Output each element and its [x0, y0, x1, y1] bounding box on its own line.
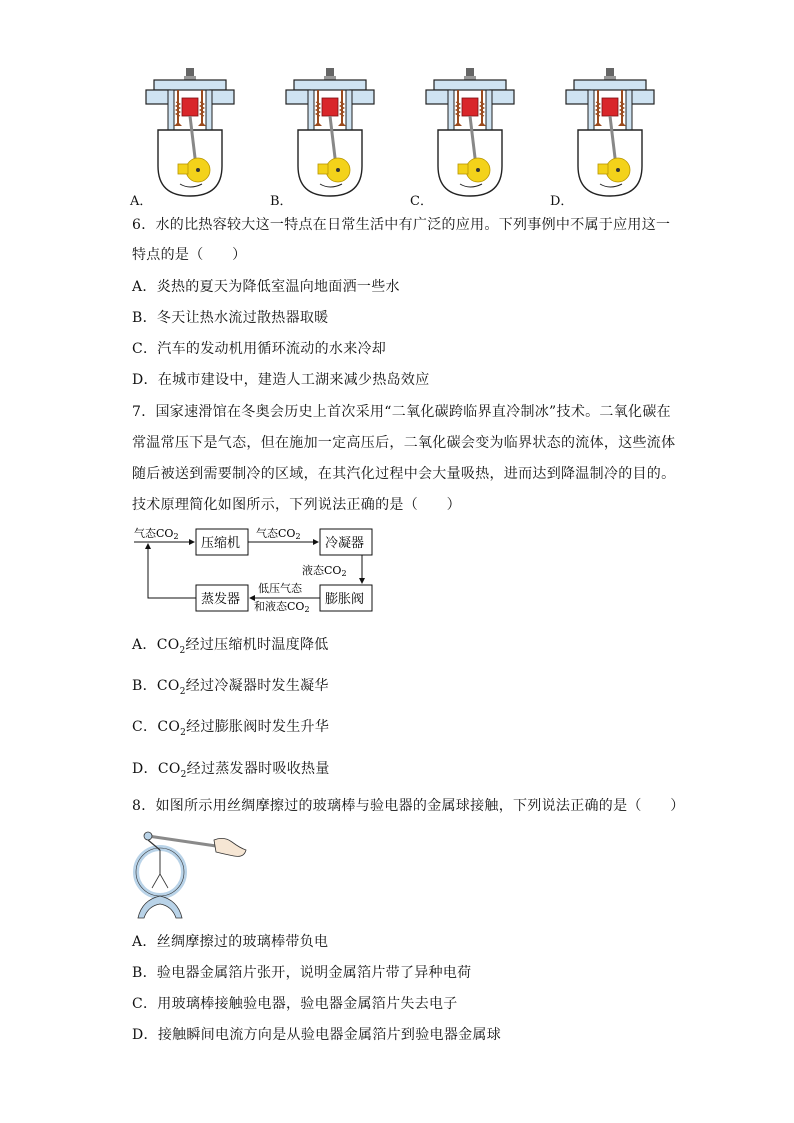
lowpressure-label-2: 和液态CO2	[254, 600, 310, 614]
electroscope-figure	[130, 822, 250, 920]
lowpressure-label-1: 低压气态	[258, 582, 302, 595]
condenser-label: 冷凝器	[325, 536, 365, 551]
q7-option-d: D．$CO_2$经过蒸发器时吸收热量	[132, 761, 330, 780]
engine-label-a: A．	[130, 194, 153, 209]
q8-option-a: A．丝绸摩擦过的玻璃棒带负电	[132, 934, 329, 950]
q7-stem-line4: 技术原理简化如图所示，下列说法正确的是（ ）	[132, 497, 461, 513]
expansion-valve-label: 膨胀阀	[325, 592, 365, 607]
engine-diagram	[140, 66, 240, 201]
q6-option-c: C．汽车的发动机用循环流动的水来冷却	[132, 341, 387, 357]
hand-icon	[214, 838, 246, 856]
engine-strokes-figure	[130, 66, 670, 209]
co2-cycle-diagram	[130, 522, 380, 616]
q6-stem-line2: 特点的是（ ）	[132, 247, 247, 263]
engine-diagram	[280, 66, 380, 201]
q6-option-a: A．炎热的夏天为降低室温向地面洒一些水	[132, 279, 400, 295]
engine-label-d: D．	[550, 194, 574, 209]
q7-option-b: B．$CO_2$经过冷凝器时发生凝华	[132, 678, 329, 697]
engine-label-c: C．	[410, 194, 433, 209]
q8-stem: 8．如图所示用丝绸摩擦过的玻璃棒与验电器的金属球接触，下列说法正确的是（ ）	[132, 798, 685, 814]
q8-option-c: C．用玻璃棒接触验电器，验电器金属箔片失去电子	[132, 996, 458, 1012]
q7-option-c: C．$CO_2$经过膨胀阀时发生升华	[132, 719, 330, 738]
evaporator-label: 蒸发器	[201, 592, 241, 607]
engine-diagram	[560, 66, 660, 201]
q7-stem-line2: 常温常压下是气态，但在施加一定高压后，二氧化碳会变为临界状态的流体，这些流体	[132, 435, 676, 451]
q7-stem-line1: 7．国家速滑馆在冬奥会历史上首次采用“二氧化碳跨临界直冷制冰”技术。二氧化碳在	[132, 404, 671, 420]
glass-rod	[148, 836, 216, 846]
liquid-label: 液态CO2	[302, 564, 347, 578]
compressor-label: 压缩机	[201, 536, 241, 551]
gas-mid-label: 气态CO2	[256, 527, 301, 541]
q8-option-b: B．验电器金属箔片张开，说明金属箔片带了异种电荷	[132, 965, 472, 981]
q6-option-d: D．在城市建设中，建造人工湖来减少热岛效应	[132, 372, 430, 388]
q6-option-b: B．冬天让热水流过散热器取暖	[132, 310, 329, 326]
engine-label-b: B．	[270, 194, 293, 209]
q8-option-d: D．接触瞬间电流方向是从验电器金属箔片到验电器金属球	[132, 1027, 502, 1043]
gas-in-label: 气态CO2	[134, 527, 179, 541]
q6-stem-line1: 6．水的比热容较大这一特点在日常生活中有广泛的应用。下列事例中不属于应用这一	[132, 217, 671, 233]
q7-option-a: A．$CO_2$经过压缩机时温度降低	[132, 637, 329, 656]
engine-diagram	[420, 66, 520, 201]
q7-stem-line3: 随后被送到需要制冷的区域，在其汽化过程中会大量吸热，进而达到降温制冷的目的。	[132, 466, 676, 482]
